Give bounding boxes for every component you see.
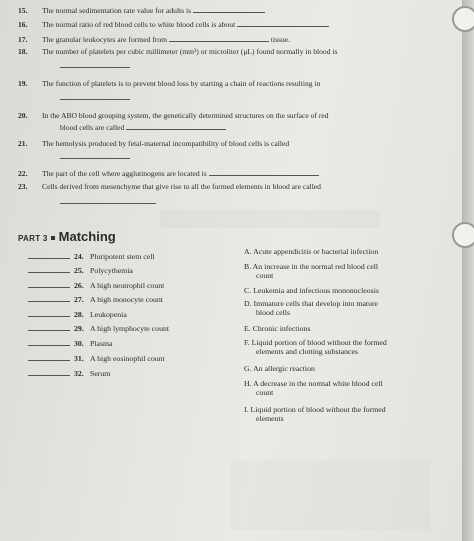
match-answer-blank[interactable] — [28, 280, 70, 288]
match-answer-blank[interactable] — [28, 265, 70, 273]
question-text: The function of platelets is to prevent blood loss by starting a chain of reactions resulting in — [42, 79, 321, 88]
match-number: 25. — [74, 266, 84, 275]
match-term: Plasma — [90, 339, 113, 348]
option-d — [244, 299, 424, 317]
question-text: The granular leukocytes are formed from — [42, 35, 168, 44]
question-15 — [18, 5, 265, 15]
option-text: A. Acute appendicitis or bacterial infection — [244, 247, 379, 256]
option-f — [244, 338, 424, 356]
option-text-continued: count — [256, 388, 274, 397]
question-text: Cells derived from mesenchyme that give rise to all the formed elements in blood are called — [42, 182, 321, 191]
question-number: 15. — [18, 6, 28, 15]
answer-blank[interactable] — [209, 168, 319, 176]
question-number: 21. — [18, 139, 28, 148]
question-19 — [18, 79, 320, 88]
match-answer-blank[interactable] — [28, 294, 70, 302]
question-22 — [18, 168, 319, 178]
match-term: A high eosinophil count — [90, 354, 165, 363]
option-text: G. An allergic reaction — [244, 364, 315, 373]
question-20 — [18, 111, 329, 120]
option-text: D. Immature cells that develop into mature — [244, 299, 379, 308]
match-term: Serum — [90, 369, 111, 378]
answer-blank[interactable] — [237, 19, 329, 27]
answer-blank[interactable] — [193, 5, 265, 13]
matching-row-24 — [28, 251, 155, 261]
part-title: Matching — [58, 229, 116, 244]
question-number: 20. — [18, 111, 28, 120]
matching-row-27 — [28, 294, 163, 304]
matching-row-29 — [28, 323, 169, 333]
question-text: The normal ratio of red blood cells to white blood cells is about — [42, 20, 236, 29]
part-label: PART 3 — [18, 234, 48, 243]
binder-hole-icon — [452, 222, 474, 248]
match-answer-blank[interactable] — [28, 323, 70, 331]
option-text: H. A decrease in the normal white blood cell — [244, 379, 383, 388]
option-text-continued: elements — [256, 414, 284, 423]
match-answer-blank[interactable] — [28, 368, 70, 376]
option-b — [244, 262, 424, 280]
question-18 — [18, 47, 337, 56]
answer-blank[interactable] — [60, 158, 130, 159]
question-number: 18. — [18, 47, 28, 56]
part-heading — [18, 228, 116, 246]
question-text: The part of the cell where agglutinogens are located is — [42, 169, 207, 178]
question-number: 23. — [18, 182, 28, 191]
option-c — [244, 286, 424, 295]
matching-row-28 — [28, 309, 127, 319]
match-term: Leukopenia — [90, 310, 127, 319]
question-number: 22. — [18, 169, 28, 178]
question-number: 17. — [18, 35, 28, 44]
option-text: E. Chronic infections — [244, 324, 311, 333]
match-term: A high neutrophil count — [90, 281, 165, 290]
match-term: Pluripotent stem cell — [90, 252, 155, 261]
question-number: 19. — [18, 79, 28, 88]
option-h — [244, 379, 424, 397]
option-text-continued: count — [256, 271, 274, 280]
option-text: I. Liquid portion of blood without the formed — [244, 405, 386, 414]
option-e — [244, 324, 424, 333]
match-number: 31. — [74, 354, 84, 363]
answer-blank[interactable] — [60, 99, 130, 100]
bleed-through-shading — [160, 210, 380, 228]
bleed-through-shading — [230, 460, 430, 530]
match-number: 28. — [74, 310, 84, 319]
option-i — [244, 405, 424, 423]
matching-row-30 — [28, 338, 113, 348]
option-text: C. Leukemia and infectious mononucleosis — [244, 286, 379, 295]
option-g — [244, 364, 424, 373]
option-text: F. Liquid portion of blood without the formed — [244, 338, 387, 347]
matching-row-32 — [28, 368, 110, 378]
match-answer-blank[interactable] — [28, 251, 70, 259]
match-number: 29. — [74, 324, 84, 333]
match-number: 27. — [74, 295, 84, 304]
square-bullet-icon — [51, 236, 55, 240]
question-number: 16. — [18, 20, 28, 29]
match-number: 30. — [74, 339, 84, 348]
matching-row-31 — [28, 353, 165, 363]
answer-blank[interactable] — [60, 67, 130, 68]
matching-row-25 — [28, 265, 133, 275]
option-text-continued: blood cells — [256, 308, 290, 317]
answer-blank[interactable] — [126, 122, 226, 130]
match-number: 24. — [74, 252, 84, 261]
question-23 — [18, 182, 321, 191]
question-21 — [18, 139, 289, 148]
match-answer-blank[interactable] — [28, 353, 70, 361]
matching-row-26 — [28, 280, 164, 290]
question-text: blood cells are called — [60, 123, 125, 132]
option-text-continued: elements and clotting substances — [256, 347, 358, 356]
question-20-continued — [60, 122, 226, 132]
binder-hole-icon — [452, 6, 474, 32]
binder-edge — [462, 0, 474, 541]
question-text: The number of platelets per cubic millimeter (mm³) or microliter (μL) found normally in blood is — [42, 47, 338, 56]
question-suffix: tissue. — [270, 35, 291, 44]
match-answer-blank[interactable] — [28, 338, 70, 346]
match-term: Polycythemia — [90, 266, 133, 275]
question-text: In the ABO blood grouping system, the genetically determined structures on the surface of red — [42, 111, 329, 120]
question-text: The normal sedimentation rate value for adults is — [42, 6, 192, 15]
match-answer-blank[interactable] — [28, 309, 70, 317]
question-text: The hemolysis produced by fetal-maternal incompatibility of blood cells is called — [42, 139, 290, 148]
question-17 — [18, 34, 290, 44]
match-number: 32. — [74, 369, 84, 378]
answer-blank[interactable] — [60, 203, 156, 204]
match-number: 26. — [74, 281, 84, 290]
option-text: B. An increase in the normal red blood cell — [244, 262, 379, 271]
option-a — [244, 247, 424, 256]
match-term: A high lymphocyte count — [90, 324, 170, 333]
answer-blank[interactable] — [169, 34, 269, 42]
question-16 — [18, 19, 329, 29]
match-term: A high monocyte count — [90, 295, 163, 304]
